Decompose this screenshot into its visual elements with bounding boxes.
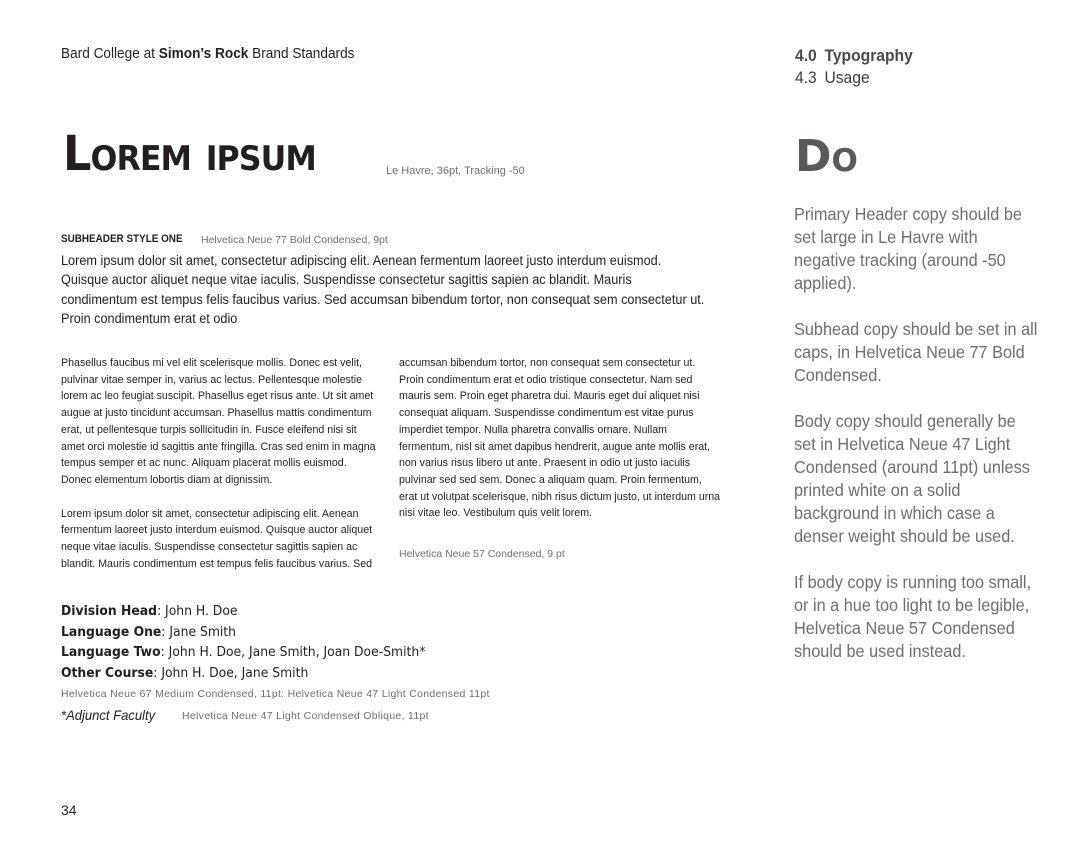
faculty-list — [61, 602, 425, 685]
faculty-role: Language Two — [61, 645, 161, 661]
subheader-font-note: Helvetica Neue 77 Bold Condensed, 9pt — [201, 234, 388, 246]
guidance-text — [794, 203, 1040, 686]
guidance-paragraph: Subhead copy should be set in all caps, in Helvetica Neue 77 Bold Condensed. — [794, 319, 1038, 385]
faculty-row — [61, 623, 425, 644]
section-nav-item — [795, 67, 913, 89]
adjunct-label: *Adjunct Faculty — [61, 707, 156, 723]
running-header — [61, 46, 354, 62]
faculty-names: : Jane Smith — [161, 624, 236, 640]
intro-paragraph: Lorem ipsum dolor sit amet, consectetur adipiscing elit. Aenean fermentum laoreet justo interdum euismod. Quisque auctor aliquet neque vitae iaculis. Suspendisse consectetur sagittis sapien ac blandit. Mauris condimentum est tempus felis faucibus varius. Sed accumsan bibendum tortor, non consequat sem consectetur ut. Proin condimentum erat et odio — [61, 253, 705, 326]
faculty-font-note: Helvetica Neue 67 Medium Condensed, 11pt: Helvetica Neue 47 Light Condensed 11pt — [61, 688, 490, 700]
body-column-left — [61, 355, 376, 572]
faculty-names: : John H. Doe, Jane Smith, Joan Doe-Smith* — [160, 645, 426, 661]
body-column-right — [399, 355, 720, 522]
section-label: Usage — [824, 68, 870, 87]
faculty-row — [61, 664, 425, 685]
guidance-paragraph: Body copy should generally be set in Helvetica Neue 47 Light Condensed (around 11pt) unless printed white on a solid background in which case a denser weight should be used. — [794, 411, 1030, 546]
body-paragraph: accumsan bibendum tortor, non consequat sem consectetur ut. Proin condimentum erat et odio tristique consectetur. Nam sed mauris sem. Proin eget pharetra dui. Mauris eget dui aliquet nisi consequat aliquam. Suspendisse condimentum est vitae purus imperdiet tempor. Nulla pharetra convallis ornare. Nullam fermentum, nisl sit amet dapibus hendrerit, augue ante mollis erat, non varius risus libero ut ante. Praesent in odio ut justo iaculis pulvinar sed sed sem. Donec a aliquam quam. Proin fermentum, erat ut volutpat scelerisque, nibh risus dictum justo, ut interdum urna nisi vitae leo. Vestibulum quis velit lorem. — [399, 357, 721, 520]
section-nav-item — [795, 45, 913, 67]
brand-prefix: Bard College at — [61, 46, 155, 62]
section-number: 4.3 — [795, 68, 817, 87]
brand-suffix: Brand Standards — [252, 46, 355, 62]
body-font-note: Helvetica Neue 57 Condensed, 9 pt — [399, 548, 565, 560]
sample-title: Lorem ipsum — [63, 126, 316, 182]
faculty-names: : John H. Doe — [156, 604, 238, 619]
faculty-row — [61, 643, 425, 664]
brand-bold: Simon’s Rock — [158, 46, 249, 62]
section-label: Typography — [824, 46, 913, 65]
guidance-title: Do — [795, 131, 858, 182]
section-number: 4.0 — [795, 46, 817, 65]
body-paragraph: Phasellus faucibus mi vel elit scelerisque mollis. Donec est velit, pulvinar vitae semper in, varius ac lectus. Pellentesque molestie lorem ac leo feugiat suscipit. Phasellus eget risus ante. Ut sit amet augue at justo tincidunt accumsan. Phasellus mattis condimentum erat, ut pellentesque turpis sollicitudin in. Fusce eleifend nisi sit amet orci molestie id sagittis ante fringilla. Cras sed enim in magna tempus semper et ac nunc. Aliquam placerat mollis euismod. Donec elementum lobortis diam at dignissim. — [61, 357, 376, 486]
guidance-paragraph: If body copy is running too small, or in a hue too light to be legible, Helvetica Neue 57 Condensed should be used instead. — [794, 572, 1032, 661]
page-number: 34 — [61, 802, 77, 818]
section-nav — [795, 45, 913, 89]
sample-subheader: SUBHEADER STYLE ONE — [61, 233, 183, 245]
body-paragraph: Lorem ipsum dolor sit amet, consectetur adipiscing elit. Aenean fermentum laoreet justo interdum euismod. Quisque auctor aliquet neque vitae iaculis. Suspendisse consectetur sagittis sapien ac blandit. Mauris condimentum est tempus felis faucibus varius. Sed — [61, 507, 373, 570]
faculty-names: : John H. Doe, Jane Smith — [153, 666, 309, 682]
title-font-note: Le Havre, 36pt, Tracking -50 — [386, 165, 525, 177]
faculty-row — [61, 602, 425, 623]
faculty-role: Other Course — [61, 666, 154, 682]
faculty-role: Division Head — [61, 604, 157, 619]
adjunct-font-note: Helvetica Neue 47 Light Condensed Oblique, 11pt — [182, 710, 429, 722]
guidance-paragraph: Primary Header copy should be set large in Le Havre with negative tracking (around -50 applied). — [794, 204, 1022, 293]
faculty-role: Language One — [61, 624, 162, 640]
